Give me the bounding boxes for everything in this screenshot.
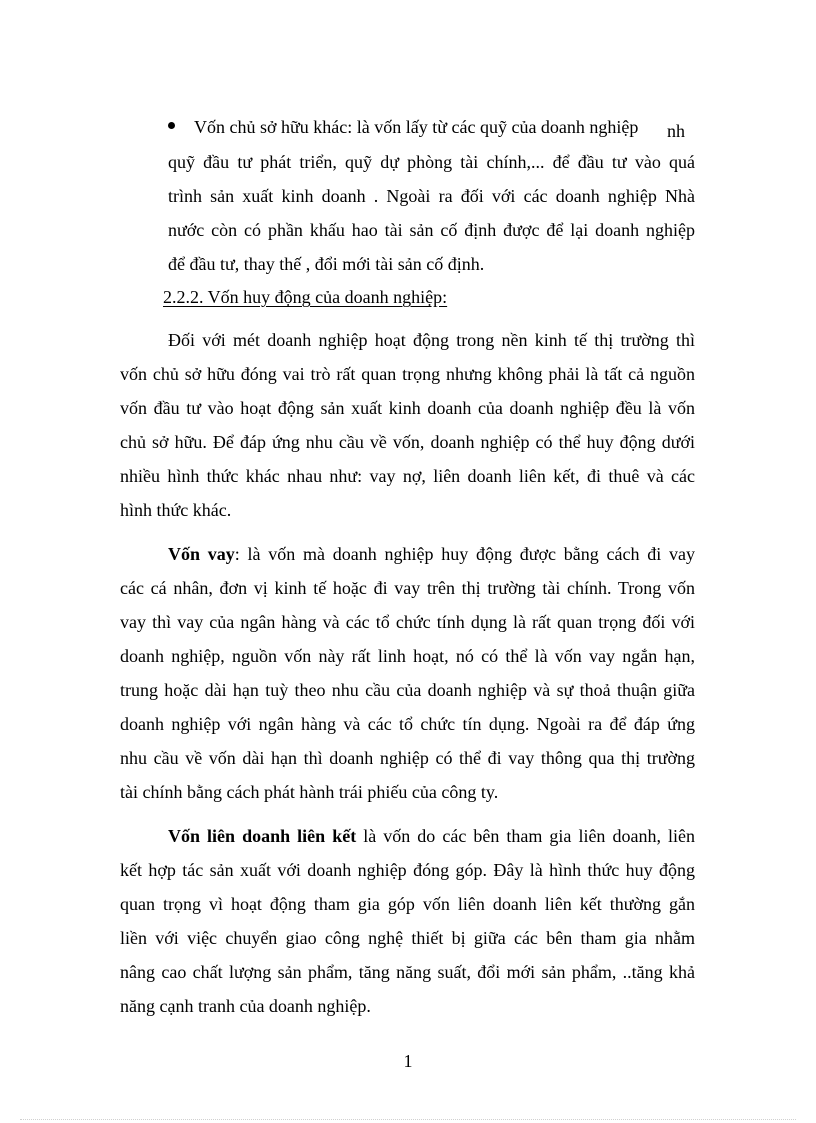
paragraph-3-line-4: liền với việc chuyển giao công nghệ thiết bị giữa các bên tham gia nhằm — [120, 928, 695, 948]
paragraph-2-line-3: vay thì vay của ngân hàng và các tổ chức tính dụng là rất quan trọng đối với — [120, 612, 695, 632]
paragraph-2-line-6: doanh nghiệp với ngân hàng và các tổ chức tín dụng. Ngoài ra để đáp ứng — [120, 714, 695, 734]
paragraph-1-line-1: Đối với mét doanh nghiệp hoạt động trong nền kinh tế thị trường thì — [168, 330, 695, 350]
paragraph-3-line-1 — [168, 825, 695, 847]
bullet-line-1: Vốn chủ sở hữu khác: là vốn lấy từ các quỹ của doanh nghiệp — [194, 117, 639, 137]
paragraph-2-line-1 — [168, 543, 695, 565]
paragraph-1-line-2: vốn chủ sở hữu đóng vai trò rất quan trọng nhưng không phải là tất cả nguồn — [120, 364, 695, 384]
paragraph-2-line-7: nhu cầu về vốn dài hạn thì doanh nghiệp có thể đi vay thông qua thị trường — [120, 748, 695, 768]
paragraph-3-line-2: kết hợp tác sản xuất với doanh nghiệp đóng góp. Đây là hình thức huy động — [120, 860, 695, 880]
page-bottom-divider — [20, 1119, 796, 1120]
paragraph-1-line-4: chủ sở hữu. Để đáp ứng nhu cầu về vốn, doanh nghiệp có thể huy động dưới — [120, 432, 695, 452]
bullet-line-5: để đầu tư, thay thế , đổi mới tài sản cố định. — [168, 254, 485, 274]
bullet-fragment: nh — [667, 121, 685, 141]
page-number: 1 — [403, 1051, 413, 1071]
paragraph-3-line-1-rest: là vốn do các bên tham gia liên doanh, liên — [356, 826, 695, 846]
paragraph-1-line-6: hình thức khác. — [120, 500, 232, 520]
bullet-line-2: quỹ đầu tư phát triển, quỹ dự phòng tài chính,... để đầu tư vào quá — [168, 152, 695, 172]
paragraph-3-line-5: nâng cao chất lượng sản phẩm, tăng năng suất, đổi mới sản phẩm, ..tăng khả — [120, 962, 695, 982]
term-von-vay: Vốn vay — [168, 544, 235, 564]
bullet-line-3: trình sản xuất kinh doanh . Ngoài ra đối với các doanh nghiệp Nhà — [168, 186, 695, 206]
section-heading: 2.2.2. Vốn huy động của doanh nghiệp: — [163, 287, 448, 307]
paragraph-1-line-3: vốn đầu tư vào hoạt động sản xuất kinh doanh của doanh nghiệp đều là vốn — [120, 398, 695, 418]
term-von-lien-doanh: Vốn liên doanh liên kết — [168, 826, 357, 846]
paragraph-2-line-5: trung hoặc dài hạn tuỳ theo nhu cầu của doanh nghiệp và sự thoả thuận giữa — [120, 680, 695, 700]
paragraph-2-line-2: các cá nhân, đơn vị kinh tế hoặc đi vay trên thị trường tài chính. Trong vốn — [120, 578, 695, 598]
paragraph-2-line-1-rest: : là vốn mà doanh nghiệp huy động được bằng cách đi vay — [234, 544, 695, 564]
paragraph-3-line-3: quan trọng vì hoạt động tham gia góp vốn liên doanh liên kết thường gắn — [120, 894, 695, 914]
bullet-dot-icon — [168, 122, 175, 129]
paragraph-2-line-8: tài chính bằng cách phát hành trái phiếu của công ty. — [120, 782, 499, 802]
paragraph-2-line-4: doanh nghiệp, nguồn vốn này rất linh hoạt, nó có thể là vốn vay ngắn hạn, — [120, 646, 695, 666]
bullet-line-4: nước còn có phần khấu hao tài sản cố định được để lại doanh nghiệp — [168, 220, 695, 240]
paragraph-1-line-5: nhiều hình thức khác nhau như: vay nợ, liên doanh liên kết, đi thuê và các — [120, 466, 695, 486]
paragraph-3-line-6: năng cạnh tranh của doanh nghiệp. — [120, 996, 371, 1016]
